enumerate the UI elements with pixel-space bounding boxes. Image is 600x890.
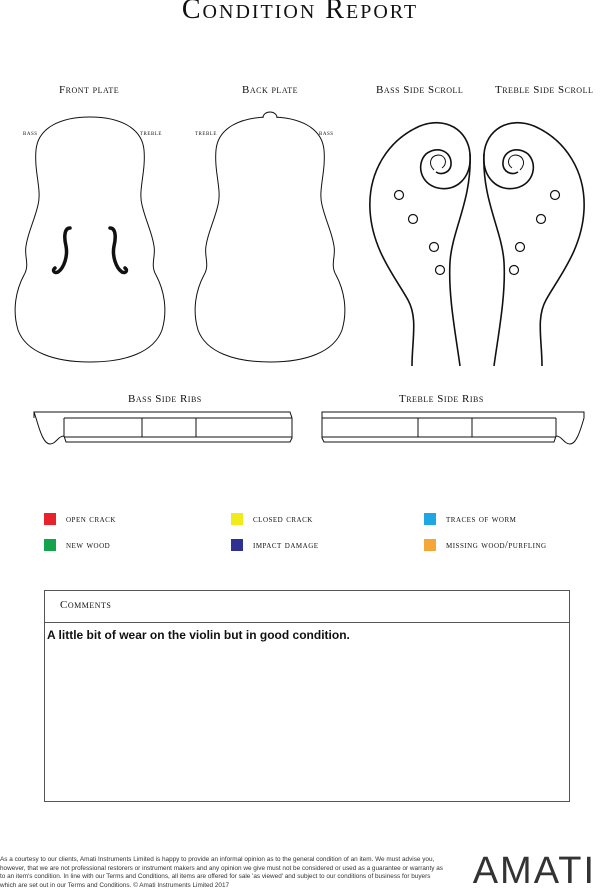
page-title: Condition Report — [181, 0, 419, 25]
legend-open-crack — [44, 513, 116, 525]
legend-label: open crack — [66, 513, 116, 525]
legend-swatch — [231, 513, 243, 525]
legend-swatch — [44, 513, 56, 525]
treble-side-scroll-label: Treble Side Scroll — [495, 84, 594, 96]
legend-label: impact damage — [253, 539, 319, 551]
back-treble-label: treble — [195, 129, 217, 137]
legend-new-wood — [44, 539, 110, 551]
legend-label: new wood — [66, 539, 111, 551]
bass-side-scroll-label: Bass Side Scroll — [376, 84, 464, 96]
back-plate-label: Back plate — [242, 84, 298, 96]
legend-swatch — [424, 539, 436, 551]
legend-swatch — [231, 539, 243, 551]
legend-label: closed crack — [253, 513, 313, 525]
comments-text[interactable]: A little bit of wear on the violin but in good condition. — [47, 628, 350, 642]
front-plate-label: Front plate — [59, 84, 120, 96]
comments-heading: Comments — [45, 591, 569, 623]
legend-traces-of-worm — [424, 513, 516, 525]
front-bass-label: bass — [23, 129, 38, 137]
legend-missing-wood — [424, 539, 547, 551]
comments-box[interactable] — [44, 590, 570, 802]
legend-label: traces of worm — [446, 513, 517, 525]
back-bass-label: bass — [319, 129, 334, 137]
legend-label: missing wood/purfling — [446, 539, 547, 551]
legend-closed-crack — [231, 513, 313, 525]
brand-logo: AMATI — [472, 850, 596, 890]
treble-side-ribs-label: Treble Side Ribs — [399, 393, 484, 405]
bass-side-ribs-label: Bass Side Ribs — [128, 393, 202, 405]
legend-impact-damage — [231, 539, 319, 551]
disclaimer-text: As a courtesy to our clients, Amati Instruments Limited is happy to provide an informal opinion as to the general condition of an item. We must advise you, however, that we are not professional restorers or instrument makers and any opinion we give must not be considered or used as a guarantee or warranty as to an item's condition. In line with our Terms and Conditions, all items are offered for sale 'as viewed' and subject to our conditions of business for buyers which are set out in our Terms and Conditions. © Amati Instruments Limited 2017 — [0, 856, 443, 889]
legend-swatch — [44, 539, 56, 551]
front-treble-label: treble — [140, 129, 162, 137]
legend-swatch — [424, 513, 436, 525]
